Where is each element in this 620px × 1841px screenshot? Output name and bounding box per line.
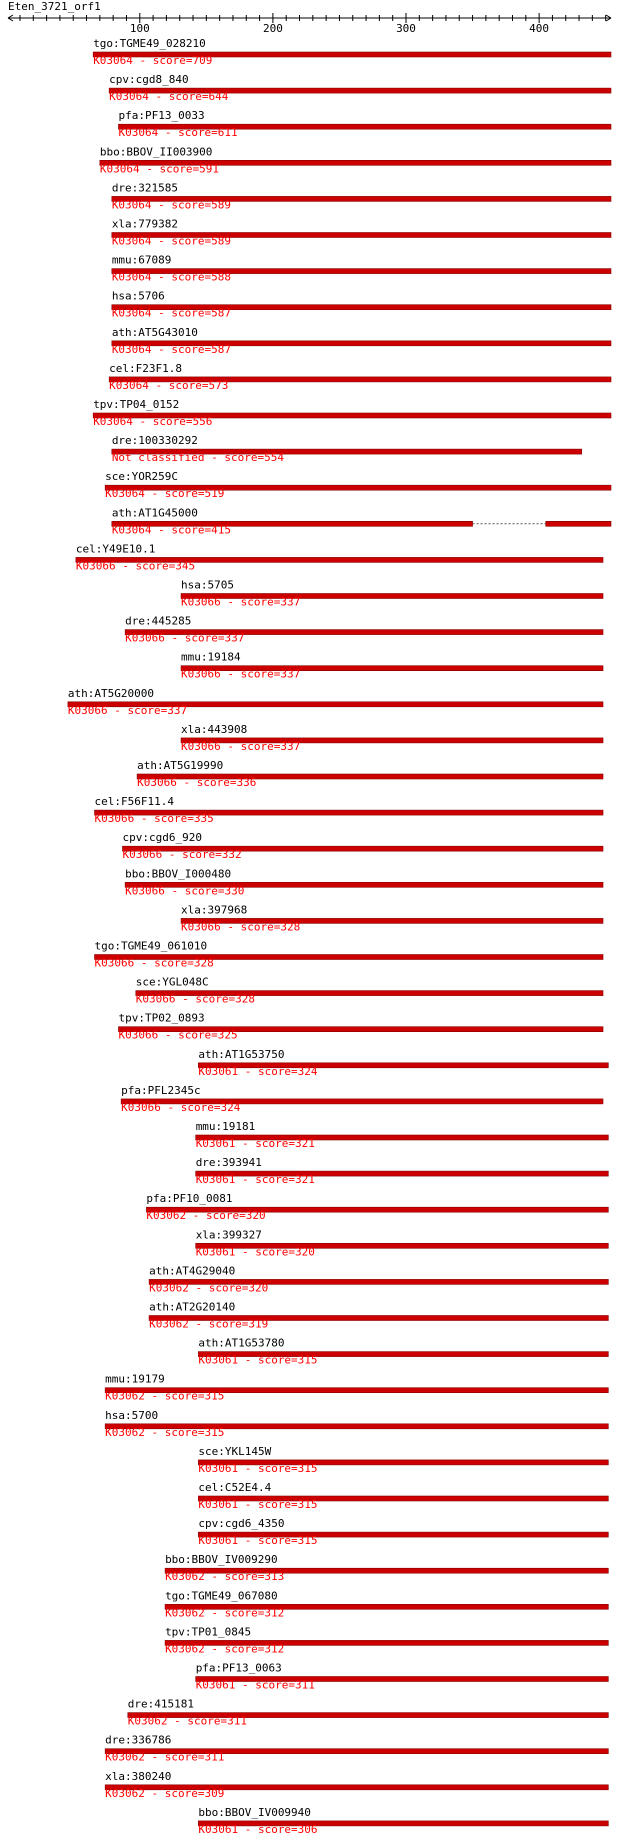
hit-name-label: pfa:PFL2345c bbox=[121, 1083, 201, 1097]
hit-name-label: bbo:BBOV_IV009290 bbox=[165, 1553, 278, 1567]
hit-name-label: sce:YOR259C bbox=[105, 470, 179, 484]
hit-score-label[interactable]: K03062 - score=309 bbox=[105, 1786, 225, 1800]
hit-score-label[interactable]: K03062 - score=320 bbox=[149, 1281, 269, 1295]
hit-score-label[interactable]: K03062 - score=319 bbox=[149, 1317, 269, 1331]
hit-score-label[interactable]: K03066 - score=328 bbox=[135, 992, 256, 1006]
hit-score-label[interactable]: K03062 - score=315 bbox=[105, 1425, 225, 1439]
hit-name-label: ath:AT1G45000 bbox=[111, 506, 198, 520]
hit-bar-segment[interactable] bbox=[546, 521, 611, 526]
hit-score-label[interactable]: K03066 - score=337 bbox=[181, 739, 301, 753]
hit-name-label: tpv:TP04_0152 bbox=[93, 398, 180, 411]
hit-name-label: sce:YKL145W bbox=[198, 1444, 272, 1458]
hit-score-label[interactable]: K03066 - score=336 bbox=[137, 776, 257, 789]
hit-name-label: ath:AT5G43010 bbox=[111, 325, 198, 339]
hit-name-label: ath:AT5G20000 bbox=[67, 686, 154, 700]
hit-name-label: bbo:BBOV_IV009940 bbox=[198, 1805, 311, 1819]
hit-score-label[interactable]: K03066 - score=337 bbox=[67, 703, 188, 717]
hit-name-label: dre:393941 bbox=[195, 1156, 262, 1170]
hit-score-label[interactable]: K03066 - score=337 bbox=[181, 667, 301, 681]
hit-name-label: dre:445285 bbox=[125, 614, 192, 628]
hit-score-label[interactable]: K03066 - score=335 bbox=[94, 812, 214, 826]
hit-score-label[interactable]: K03062 - score=313 bbox=[165, 1570, 285, 1584]
hit-score-label[interactable]: K03066 - score=330 bbox=[125, 884, 245, 898]
hit-score-label[interactable]: K03062 - score=311 bbox=[127, 1714, 248, 1728]
hit-score-label[interactable]: K03061 - score=311 bbox=[195, 1678, 315, 1692]
hit-score-label[interactable]: K03064 - score=587 bbox=[111, 306, 232, 320]
hit-score-label[interactable]: K03064 - score=611 bbox=[118, 126, 238, 140]
hit-name-label: pfa:PF10_0081 bbox=[146, 1192, 233, 1206]
hit-score-label[interactable]: K03061 - score=315 bbox=[198, 1498, 318, 1511]
hit-score-label[interactable]: K03061 - score=320 bbox=[195, 1245, 315, 1259]
hit-score-label[interactable]: K03066 - score=328 bbox=[94, 956, 214, 970]
hit-score-label[interactable]: K03064 - score=573 bbox=[109, 378, 229, 392]
hit-name-label: ath:AT1G53780 bbox=[198, 1336, 285, 1350]
hit-score-label[interactable]: K03061 - score=324 bbox=[198, 1064, 318, 1078]
hit-score-label[interactable]: K03061 - score=315 bbox=[198, 1353, 318, 1367]
hit-name-label: cpv:cgd8_840 bbox=[109, 73, 189, 87]
chart-title: Eten_3721_orf1 bbox=[8, 0, 101, 13]
hit-name-label: pfa:PF13_0033 bbox=[118, 109, 205, 123]
x-tick-label: 300 bbox=[396, 22, 416, 35]
hit-name-label: cpv:cgd6_920 bbox=[122, 831, 202, 845]
hit-name-label: tpv:TP02_0893 bbox=[118, 1011, 205, 1025]
hit-name-label: ath:AT4G29040 bbox=[149, 1264, 236, 1278]
hit-name-label: sce:YGL048C bbox=[135, 975, 209, 989]
hit-name-label: dre:336786 bbox=[105, 1733, 172, 1747]
hit-score-label[interactable]: K03064 - score=519 bbox=[105, 487, 225, 501]
x-tick-label: 400 bbox=[529, 22, 550, 35]
hit-name-label: cel:F23F1.8 bbox=[109, 361, 183, 375]
hit-name-label: tgo:TGME49_061010 bbox=[94, 939, 208, 953]
hit-name-label: ath:AT1G53750 bbox=[198, 1047, 285, 1061]
hit-score-label[interactable]: K03066 - score=332 bbox=[122, 848, 242, 862]
hit-score-label[interactable]: K03061 - score=306 bbox=[198, 1822, 318, 1836]
hit-name-label: xla:779382 bbox=[111, 217, 179, 231]
hit-score-label[interactable]: K03064 - score=644 bbox=[109, 90, 229, 104]
hit-score-label[interactable]: K03061 - score=315 bbox=[198, 1534, 318, 1548]
hit-name-label: cel:C52E4.4 bbox=[198, 1481, 272, 1494]
hit-score-label[interactable]: Not classified - score=554 bbox=[111, 451, 285, 465]
hit-score-label[interactable]: K03066 - score=324 bbox=[121, 1100, 241, 1114]
hit-name-label: xla:399327 bbox=[195, 1228, 262, 1242]
hit-name-label: mmu:19181 bbox=[195, 1120, 256, 1133]
hit-score-label[interactable]: K03064 - score=588 bbox=[111, 270, 232, 284]
hit-score-label[interactable]: K03066 - score=328 bbox=[181, 920, 301, 934]
hit-name-label: xla:443908 bbox=[181, 722, 248, 736]
hit-score-label[interactable]: K03061 - score=321 bbox=[195, 1173, 315, 1187]
hit-score-label[interactable]: K03064 - score=587 bbox=[111, 342, 232, 356]
hit-score-label[interactable]: K03062 - score=320 bbox=[146, 1209, 266, 1223]
hit-score-label[interactable]: K03064 - score=589 bbox=[111, 198, 232, 212]
hit-name-label: tpv:TP01_0845 bbox=[165, 1625, 252, 1639]
hit-name-label: tgo:TGME49_067080 bbox=[165, 1589, 278, 1603]
hit-name-label: mmu:19184 bbox=[181, 650, 241, 664]
hit-score-label[interactable]: K03062 - score=315 bbox=[105, 1389, 225, 1403]
hit-score-label[interactable]: K03064 - score=589 bbox=[111, 234, 232, 248]
hit-score-label[interactable]: K03064 - score=591 bbox=[99, 162, 220, 176]
hit-score-label[interactable]: K03062 - score=312 bbox=[165, 1606, 285, 1620]
hit-name-label: tgo:TGME49_028210 bbox=[93, 37, 206, 50]
x-tick-label: 100 bbox=[129, 22, 150, 35]
hit-name-label: hsa:5706 bbox=[111, 289, 165, 303]
hit-score-label[interactable]: K03066 - score=345 bbox=[75, 559, 196, 573]
hit-score-label[interactable]: K03061 - score=321 bbox=[195, 1137, 315, 1150]
hit-name-label: pfa:PF13_0063 bbox=[195, 1661, 282, 1675]
hit-name-label: cel:F56F11.4 bbox=[94, 795, 175, 809]
hit-name-label: xla:397968 bbox=[181, 903, 248, 917]
hit-name-label: bbo:BBOV_II003900 bbox=[99, 145, 213, 159]
hit-score-label[interactable]: K03061 - score=315 bbox=[198, 1461, 318, 1475]
hit-name-label: dre:415181 bbox=[127, 1697, 195, 1711]
hit-name-label: dre:321585 bbox=[111, 181, 179, 195]
hit-score-label[interactable]: K03066 - score=325 bbox=[118, 1028, 238, 1042]
hit-name-label: hsa:5700 bbox=[105, 1408, 159, 1422]
hit-score-label[interactable]: K03064 - score=709 bbox=[93, 54, 213, 67]
hit-score-label[interactable]: K03066 - score=337 bbox=[181, 595, 301, 609]
hit-name-label: hsa:5705 bbox=[181, 578, 235, 592]
hit-name-label: dre:100330292 bbox=[111, 434, 198, 448]
hit-score-label[interactable]: K03062 - score=311 bbox=[105, 1750, 225, 1764]
hit-name-label: xla:380240 bbox=[105, 1769, 172, 1783]
hit-name-label: cel:Y49E10.1 bbox=[75, 542, 156, 556]
hit-score-label[interactable]: K03064 - score=415 bbox=[111, 523, 232, 537]
hit-score-label[interactable]: K03064 - score=556 bbox=[93, 415, 213, 428]
hit-score-label[interactable]: K03066 - score=337 bbox=[125, 631, 245, 645]
x-tick-label: 200 bbox=[262, 22, 283, 35]
hit-name-label: ath:AT5G19990 bbox=[137, 759, 224, 772]
hit-name-label: ath:AT2G20140 bbox=[149, 1300, 236, 1314]
hit-name-label: cpv:cgd6_4350 bbox=[198, 1517, 285, 1531]
hit-score-label[interactable]: K03062 - score=312 bbox=[165, 1642, 285, 1656]
hit-name-label: bbo:BBOV_I000480 bbox=[125, 867, 232, 881]
hit-name-label: mmu:67089 bbox=[111, 253, 172, 267]
hit-name-label: mmu:19179 bbox=[105, 1372, 165, 1386]
